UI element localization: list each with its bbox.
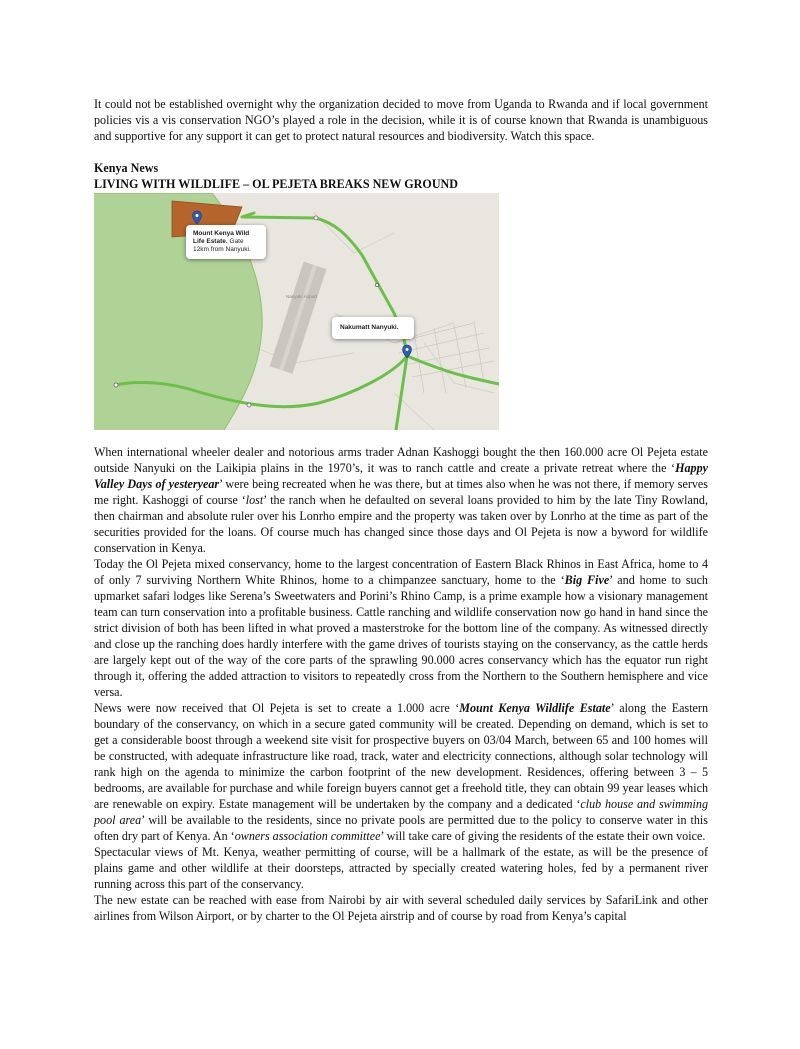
headline: LIVING WITH WILDLIFE – OL PEJETA BREAKS NEW GROUND [94, 177, 459, 191]
article [94, 96, 708, 924]
estate-callout-note: Gate 12km from Nanyuki. [193, 238, 251, 253]
paragraph-4: Spectacular views of Mt. Kenya, weather permitting of course, will be a hallmark of the estate, as will be the presence of plains game and other wildlife at their doorsteps, attracted by specially created watering holes, fed by a permanent river running across this part of the conservancy. [94, 845, 708, 891]
estate-callout [186, 225, 266, 259]
paragraph-3: News were now received that Ol Pejeta is set to create a 1.000 acre ‘Mount Kenya Wildlife Estate’ along the Eastern boundary of the conservancy, on which in a secure gated community will be created. Depending on demand, which is set to get a considerable boost through a weekend site visit for prospective buyers on 03/04 March, between 65 and 100 homes will be constructed, with adequate infrastructure like road, track, water and electricity connections, although solar technology will rank high on the agenda to minimize the carbon footprint of the new development. Residences, offering between 3 – 5 bedrooms, are available for purchase and while foreign buyers cannot get a freehold title, they can obtain 99 year leases which are renewable on expiry. Estate management will be undertaken by the company and a dedicated ‘club house and swimming pool area’ will be available to the residents, since no private pools are permitted due to the policy to conserve water in this often dry part of Kenya. An ‘owners association committee’ will take care of giving the residents of the estate their own voice. [94, 701, 709, 843]
location-map [94, 193, 499, 430]
paragraph-1: When international wheeler dealer and notorious arms trader Adnan Kashoggi bought the then 160.000 acre Ol Pejeta estate outside Nanyuki on the Laikipia plains in the 1970’s, it was to ranch cattle and create a private retreat where the ‘Happy Valley Days of yesteryear’ were being recreated when he was there, but at times also when he was not there, if memory serves me right. Kashoggi of course ‘lost’ the ranch when he defaulted on several loans provided to him by the late Tiny Rowland, then chairman and absolute ruler over his Lonrho empire and the property was taken over by Lonrho at the time as part of the securities provided for the loans. Of course much has changed since those days and Ol Pejeta is now a byword for wildlife conservation in Kenya. [94, 445, 709, 555]
paragraph-2: Today the Ol Pejeta mixed conservancy, home to the largest concentration of Eastern Black Rhinos in East Africa, home to 4 of only 7 surviving Northern White Rhinos, home to a chimpanzee sanctuary, home to the ‘Big Five’ and home to such upmarket safari lodges like Serena’s Sweetwaters and Porini’s Rhino Camp, is a prime example how a visionary management team can turn conservation into a profitable business. Cattle ranching and wildlife conservation now go hand in hand since the strict division of both has been lifted in what proved a masterstroke for the bottom line of the company. As witnessed directly and close up the ranching does hardly interfere with the game drives of tourists staying on the conservancy, as the cattle herds are largely kept out of the way of the core parts of the sprawling 90.000 acres conservancy which has the equator run right through it, offering the added attraction to visitors to repeatedly cross from the Northern to the Southern hemisphere and vice versa. [94, 557, 708, 699]
nakumatt-callout [332, 317, 414, 339]
intro-paragraph: It could not be established overnight why the organization decided to move from Uganda to Rwanda and if local government policies vis a vis conservation NGO’s played a role in the decision, while it is of course known that Rwanda is unambiguous and supportive for any support it can get to protect natural resources and biodiversity. Watch this space. [94, 97, 708, 143]
section-label: Kenya News [94, 161, 159, 175]
paragraph-5: The new estate can be reached with ease from Nairobi by air with several scheduled daily services by SafariLink and other airlines from Wilson Airport, or by charter to the Ol Pejeta airstrip and of course by road from Kenya’s capital [94, 893, 708, 923]
nakumatt-callout-label: Nakumatt Nanyuki. [340, 324, 399, 331]
map-graphic [94, 193, 499, 430]
estate-callout-title: Mount Kenya Wild Life Estate. [193, 230, 250, 245]
airport-label: Nanyuki Airport [286, 294, 318, 299]
